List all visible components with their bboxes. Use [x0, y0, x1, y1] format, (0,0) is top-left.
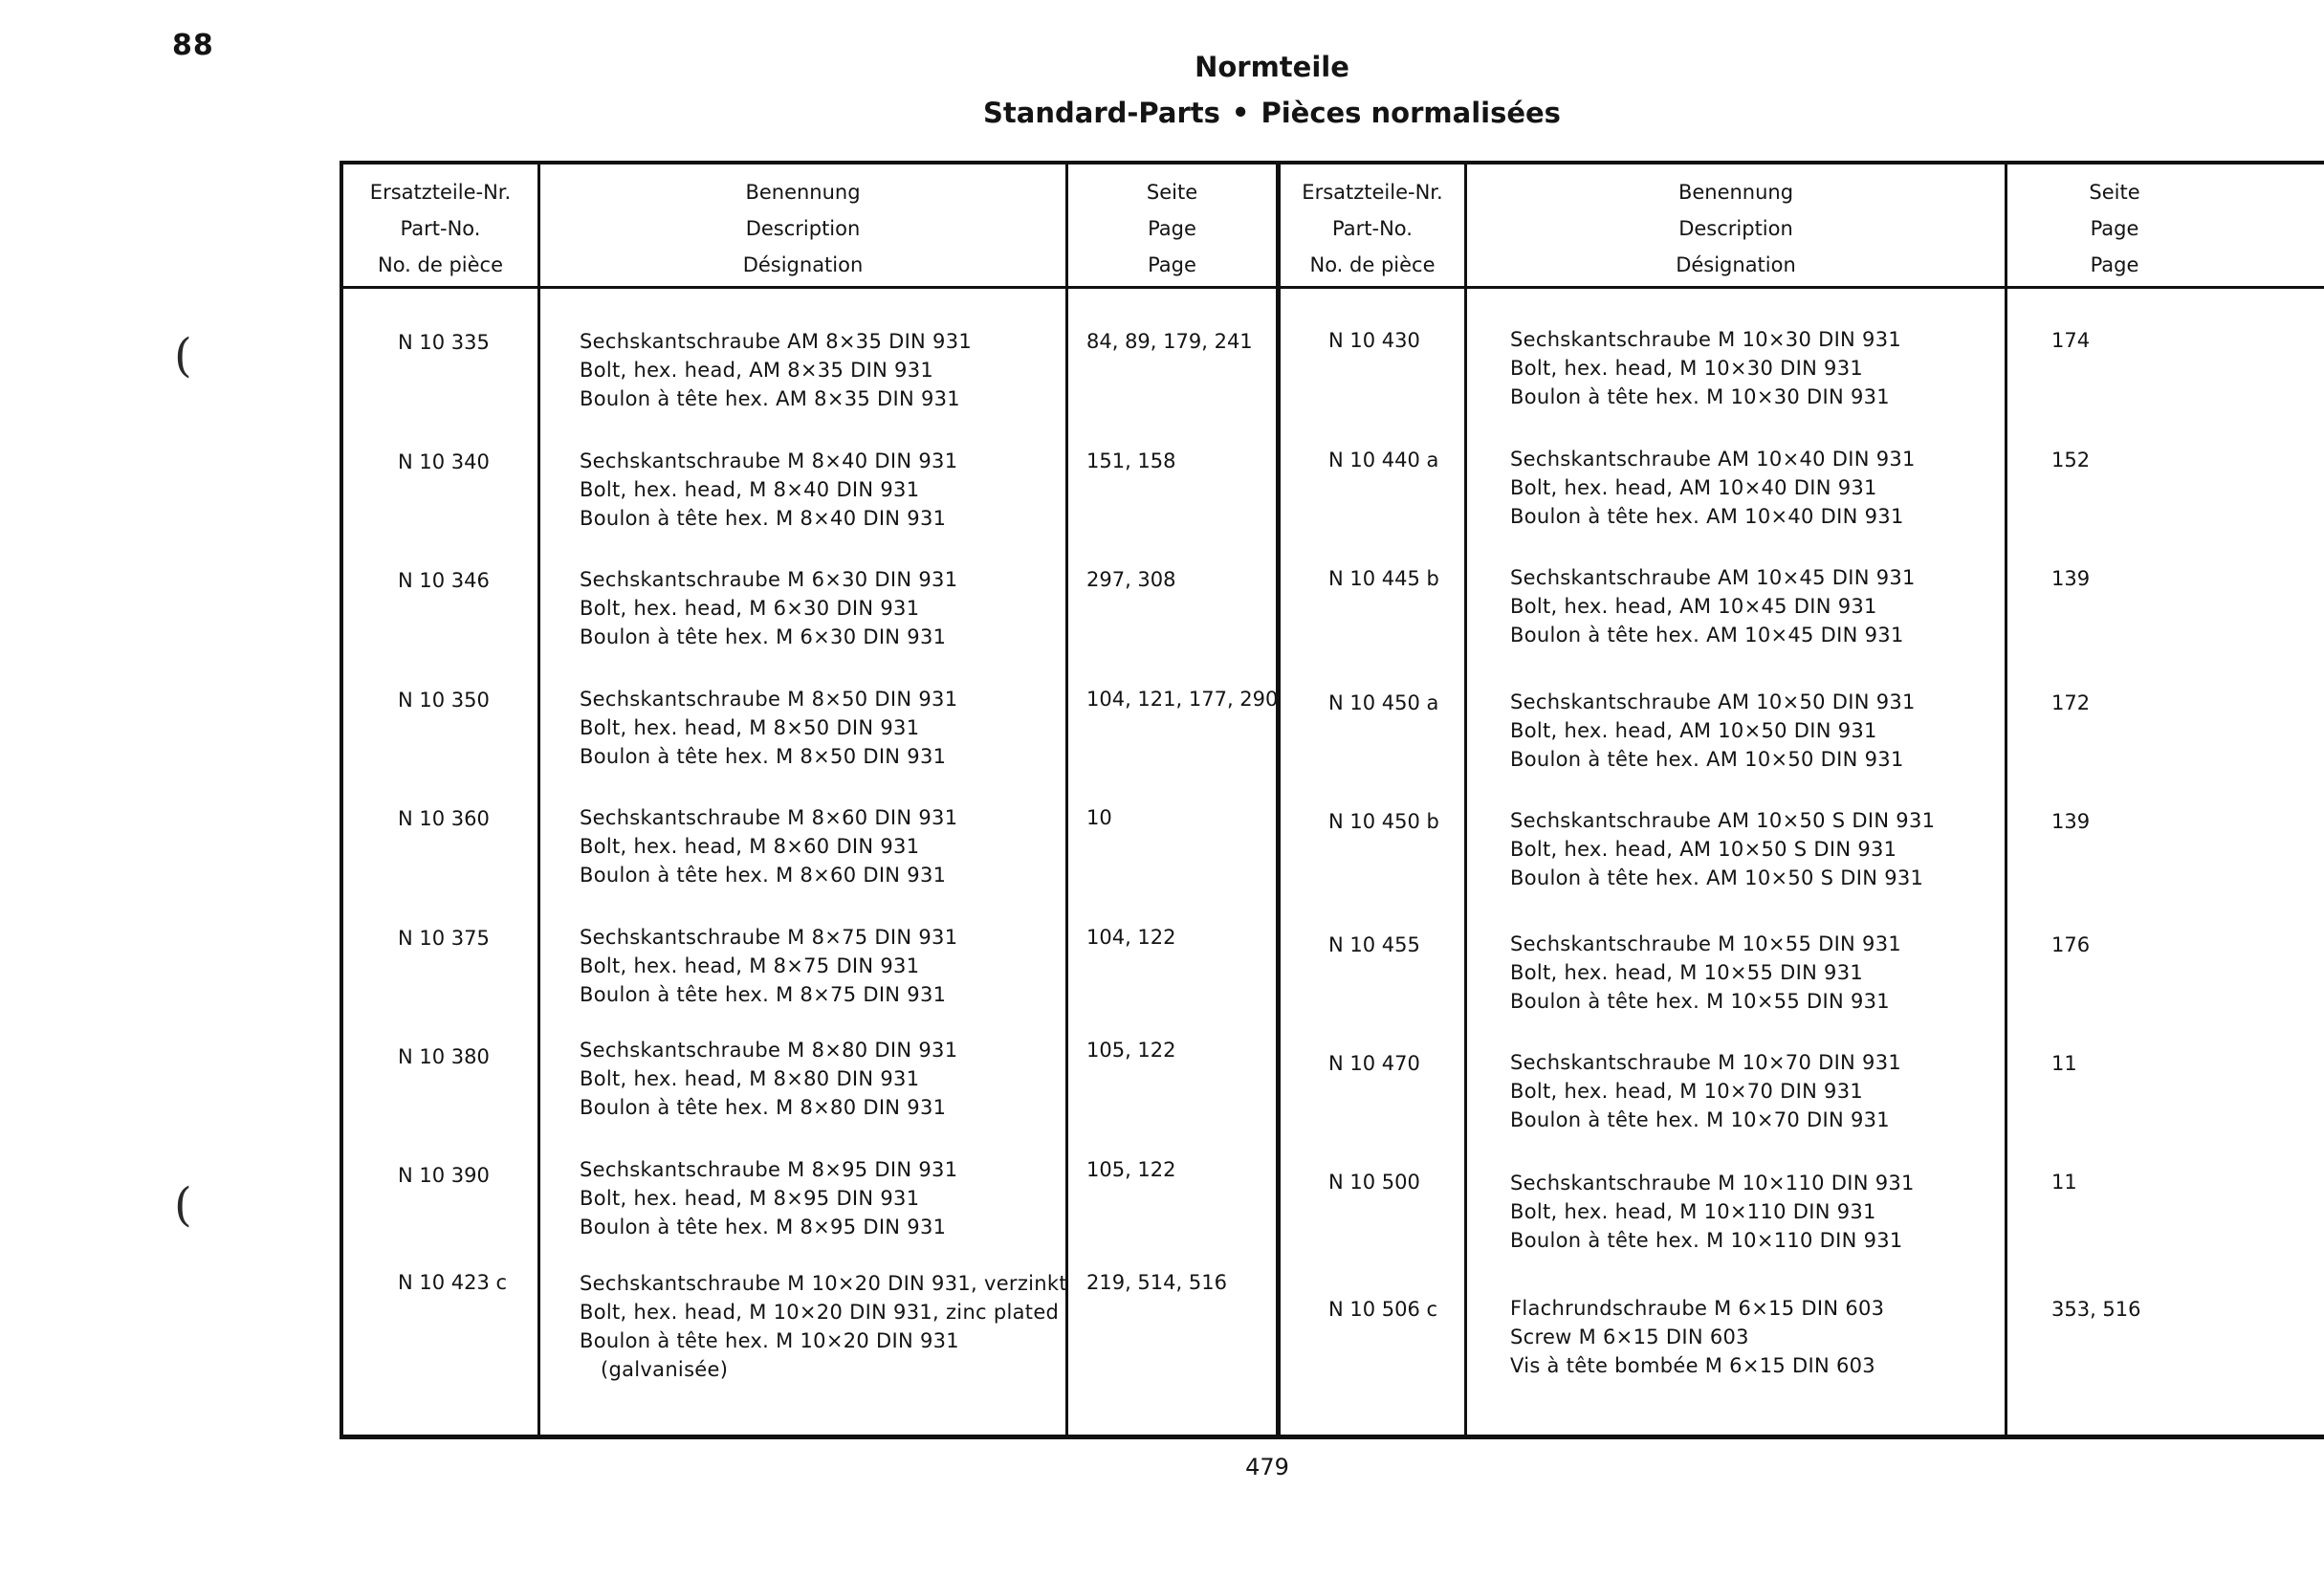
right-row-6-pages: 176 — [2051, 933, 2091, 956]
left-row-9-part: N 10 423 c — [398, 1271, 508, 1294]
left-row-3-part: N 10 346 — [398, 569, 490, 592]
left-row-5-part: N 10 360 — [398, 807, 490, 830]
binding-mark-bottom: ( — [174, 1178, 192, 1232]
right-row-3-part: N 10 445 b — [1328, 567, 1439, 590]
right-row-4-description: Sechskantschraube AM 10×50 DIN 931 Bolt, hex. head, AM 10×50 DIN 931 Boulon à tête hex. AM 10×50 DIN 931 — [1510, 690, 1916, 771]
left-row-8-part: N 10 390 — [398, 1164, 490, 1187]
right-row-2-description: Sechskantschraube AM 10×40 DIN 931 Bolt, hex. head, AM 10×40 DIN 931 Boulon à tête hex. AM 10×40 DIN 931 — [1510, 448, 1916, 528]
right-row-1-description: Sechskantschraube M 10×30 DIN 931 Bolt, hex. head, M 10×30 DIN 931 Boulon à tête hex. M 10×30 DIN 931 — [1510, 328, 1902, 408]
binding-mark-top: ( — [174, 329, 192, 383]
header-description-right: Benennung Description Désignation — [1676, 181, 1796, 276]
right-row-5-part: N 10 450 b — [1328, 810, 1439, 833]
subtitle-french: Pièces normalisées — [1261, 97, 1561, 129]
left-row-2-pages: 151, 158 — [1086, 449, 1176, 472]
parts-table — [340, 161, 2324, 1439]
right-row-4-pages: 172 — [2051, 691, 2091, 714]
left-row-7-part: N 10 380 — [398, 1045, 490, 1068]
right-row-9-part: N 10 506 c — [1328, 1298, 1438, 1321]
right-row-2-part: N 10 440 a — [1328, 449, 1439, 471]
header-page-right: Seite Page Page — [2089, 181, 2140, 276]
header-part-left: Ersatzteile-Nr. Part-No. No. de pièce — [369, 181, 512, 276]
page-number: 88 — [172, 29, 214, 62]
right-row-8-description: Sechskantschraube M 10×110 DIN 931 Bolt, hex. head, M 10×110 DIN 931 Boulon à tête hex. M 10×110 DIN 931 — [1510, 1172, 1915, 1252]
right-row-8-part: N 10 500 — [1328, 1171, 1420, 1194]
right-row-8-pages: 11 — [2051, 1171, 2077, 1194]
header-description-left: Benennung Description Désignation — [742, 181, 864, 276]
left-row-7-description: Sechskantschraube M 8×80 DIN 931 Bolt, hex. head, M 8×80 DIN 931 Boulon à tête hex. M 8×80 DIN 931 — [580, 1039, 958, 1119]
left-row-4-part: N 10 350 — [398, 689, 490, 712]
right-row-2-pages: 152 — [2051, 449, 2091, 471]
left-row-1-description: Sechskantschraube AM 8×35 DIN 931 Bolt, hex. head, AM 8×35 DIN 931 Boulon à tête hex. AM 8×35 DIN 931 — [580, 330, 973, 410]
left-row-5-pages: 10 — [1086, 806, 1112, 829]
left-row-9-description: Sechskantschraube M 10×20 DIN 931, verzinkt Bolt, hex. head, M 10×20 DIN 931, zinc plated Boulon à tête hex. M 10×20 DIN 931 (galvanisée) — [580, 1272, 1067, 1381]
left-row-1-pages: 84, 89, 179, 241 — [1086, 330, 1253, 353]
left-row-6-description: Sechskantschraube M 8×75 DIN 931 Bolt, hex. head, M 8×75 DIN 931 Boulon à tête hex. M 8×75 DIN 931 — [580, 926, 958, 1006]
left-row-2-part: N 10 340 — [398, 450, 490, 473]
left-row-3-description: Sechskantschraube M 6×30 DIN 931 Bolt, hex. head, M 6×30 DIN 931 Boulon à tête hex. M 6×30 DIN 931 — [580, 568, 958, 648]
page-subtitle — [889, 97, 1655, 129]
right-row-7-pages: 11 — [2051, 1052, 2077, 1075]
left-row-6-pages: 104, 122 — [1086, 926, 1176, 949]
left-row-9-pages: 219, 514, 516 — [1086, 1271, 1227, 1294]
subtitle-english: Standard-Parts — [983, 97, 1220, 129]
left-row-1-part: N 10 335 — [398, 331, 490, 354]
header-part-right: Ersatzteile-Nr. Part-No. No. de pièce — [1302, 181, 1443, 276]
left-row-4-pages: 104, 121, 177, 290 — [1086, 688, 1279, 711]
right-row-9-description: Flachrundschraube M 6×15 DIN 603 Screw M 6×15 DIN 603 Vis à tête bombée M 6×15 DIN 603 — [1510, 1297, 1885, 1377]
right-row-6-description: Sechskantschraube M 10×55 DIN 931 Bolt, hex. head, M 10×55 DIN 931 Boulon à tête hex. M 10×55 DIN 931 — [1510, 932, 1902, 1013]
header-page-left: Seite Page Page — [1146, 181, 1198, 276]
left-row-8-description: Sechskantschraube M 8×95 DIN 931 Bolt, hex. head, M 8×95 DIN 931 Boulon à tête hex. M 8×95 DIN 931 — [580, 1158, 958, 1238]
right-row-5-description: Sechskantschraube AM 10×50 S DIN 931 Bolt, hex. head, AM 10×50 S DIN 931 Boulon à tête hex. AM 10×50 S DIN 931 — [1510, 809, 1936, 889]
right-row-7-description: Sechskantschraube M 10×70 DIN 931 Bolt, hex. head, M 10×70 DIN 931 Boulon à tête hex. M 10×70 DIN 931 — [1510, 1051, 1902, 1131]
right-row-1-pages: 174 — [2051, 329, 2091, 352]
footer-page-number: 479 — [1245, 1454, 1289, 1480]
right-row-5-pages: 139 — [2051, 810, 2091, 833]
left-row-2-description: Sechskantschraube M 8×40 DIN 931 Bolt, hex. head, M 8×40 DIN 931 Boulon à tête hex. M 8×40 DIN 931 — [580, 449, 958, 530]
right-row-3-pages: 139 — [2051, 567, 2091, 590]
right-row-3-description: Sechskantschraube AM 10×45 DIN 931 Bolt, hex. head, AM 10×45 DIN 931 Boulon à tête hex. AM 10×45 DIN 931 — [1510, 566, 1916, 647]
right-row-7-part: N 10 470 — [1328, 1052, 1420, 1075]
right-row-9-pages: 353, 516 — [2051, 1298, 2141, 1321]
right-row-1-part: N 10 430 — [1328, 329, 1420, 352]
left-row-7-pages: 105, 122 — [1086, 1039, 1176, 1062]
left-row-8-pages: 105, 122 — [1086, 1158, 1176, 1181]
subtitle-separator: • — [1231, 97, 1250, 129]
right-row-4-part: N 10 450 a — [1328, 691, 1439, 714]
right-row-6-part: N 10 455 — [1328, 933, 1420, 956]
left-row-5-description: Sechskantschraube M 8×60 DIN 931 Bolt, hex. head, M 8×60 DIN 931 Boulon à tête hex. M 8×60 DIN 931 — [580, 806, 958, 887]
left-row-6-part: N 10 375 — [398, 927, 490, 950]
left-row-3-pages: 297, 308 — [1086, 568, 1176, 591]
page-title: Normteile — [1195, 51, 1349, 83]
left-row-4-description: Sechskantschraube M 8×50 DIN 931 Bolt, hex. head, M 8×50 DIN 931 Boulon à tête hex. M 8×50 DIN 931 — [580, 688, 958, 768]
